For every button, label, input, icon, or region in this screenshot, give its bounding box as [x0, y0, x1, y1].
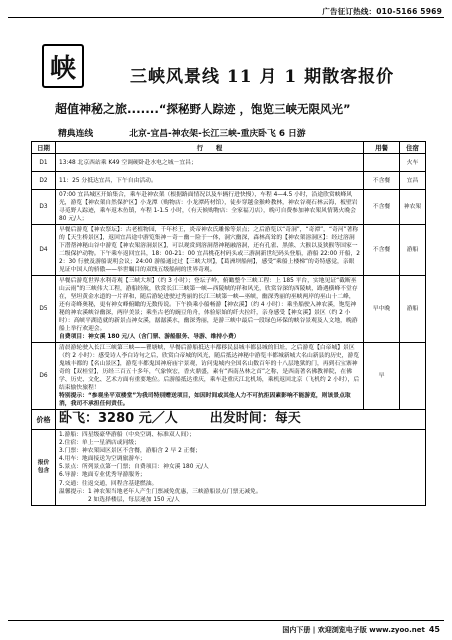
ad-hotline: 广告征订热线：010-5166 5969: [322, 7, 442, 16]
row-stay: [400, 343, 426, 410]
row-day: D4: [32, 225, 56, 276]
row-stay: 游船: [400, 276, 426, 343]
top-rule: [8, 17, 444, 18]
table-row: [32, 343, 426, 410]
price-row: [32, 410, 426, 430]
route-text: 北京-宜昌-神农架-长江三峡-重庆卧飞 6 日游: [129, 129, 306, 139]
list-item: 3.门票：神农架园区景区不含餐，游船含 2 早 2 正餐；: [59, 448, 202, 455]
price-label: 价格: [32, 410, 56, 430]
departure-time: 出发时间：每天: [209, 410, 301, 426]
list-item: 6.导游：地面专业优秀导游服务；: [59, 472, 146, 479]
row-meal: 早中晚: [364, 276, 400, 343]
row-day: D5: [32, 276, 56, 343]
footer: [282, 625, 440, 635]
table-header-row: [32, 142, 426, 154]
row-text: 早餐后游览世界水利奇观【三峡大坝】（约 3 小时）；登坛子岭，俯瞰整个三峡工程：上 185 平台，实地见证“截断巫山云雨”的三峡伟大工程，游船经航，欣赏长江三峡第一峡—西陵峡的祥和风光，欣赏谷深的西陵峡，路遇横峰不堂存在，坚坦黄金水道的一片祥和，随后游轮进驶过秀丽的长江三峡第一峡—巫峡，幽深秀丽的巫峡两岸的巫山十二峰，还有奇峰奥秘，更有神女峰俯瞰的无数传说。下午换乘小船畅游【神农溪】（约 4 小时）：乘坐船驶入神农溪，饱览神秘的神农溪峡谷幽深，两岸美景；乘坐古老的豌豆角舟，体验原始的纤夫拉纤，亲身感受【神女溪】景区（约 2 小时）：高峡平湖造就的新景点神女溪，潺潺溪水，幽深秀丽，是游三峡中最后一段绿色环保的峡谷景观及人文地，晚游船上举行欢迎会。: [59, 278, 358, 332]
row-meal: 不含餐: [364, 172, 400, 190]
price-value: 卧飞：3280 元／人: [59, 410, 178, 426]
list-item: 2 如选择楼层，每层递加 150 元/人: [59, 496, 180, 503]
list-item: 7.交通：往返交通，回程含基建燃油。: [59, 480, 158, 487]
package-row: [32, 430, 426, 506]
table-row: [32, 190, 426, 225]
page-title: 三峡风景线 11 月 1 期散客报价: [130, 67, 395, 87]
row-text: 早餐后游览【神农祭坛】：古老植物园，千年杉王，炎帝神农氏雕像等景点；之后游览以“奇洞”，“奇潭”，“奇河”著称的【天生桥景区】，返回宜昌途中游览集神－奇－幽－险于一体，洞穴幽深，森林高耸的【神农架溶洞区】：经过溶洞下潜帮神秘山谷中游览【神农架溶洞景区】，可以观赏到溶洞帮神秘融溶洞，还有孔雀、黑熊、大猴以及狭猴等国家一二级保护动物。下午乘车返回宜昌，18：00-21：00 宜昌桃花村码头或三游洞新世纪码头登船，游船 22:00 开船，22：30 行驶及游船说明会议；24:00 游船通过过【三峡大坝】，【葛洲坝船闸】，感受“乘船上楼梯”的奇特感觉，亲眼见证中国人的骄傲——举世瞩目的双线五级船闸的世界奇观。: [56, 225, 364, 276]
footer-text: 国内下册 | 欢迎浏览电子版 www.zyoo.net: [282, 626, 425, 634]
row-note: 特别提示：“参观坐平双楼堂”为我司特别赠送项目，如因时间或其他人力不可抗拒因素影响不能游览，则该景点取消，我司不承担任何责任。: [59, 393, 351, 407]
slogan-part2: “探秘野人踪迹 ，饱览三峡无限风光”: [158, 102, 351, 116]
row-cell: [56, 276, 364, 343]
row-day: D3: [32, 190, 56, 225]
route-line: [58, 126, 432, 139]
row-text: 07:00 宜昌城区开始集合，乘车赴神农架（根据路面情况以及车辆行进快慢），车程 4—4.5 小时，沿途欣赏峡峰风光，游览【神农架自然保护区】小龙潭（购物店：小龙潭药材馆），徒步穿越金猴岭教林，神农谷观石林云海，板壁岩寻觅野人踪迹，乘车返木鱼镇，车程 1-1.5 小时，（有天候购物店：全家福刀店），晚可自费参加神农架风情篝火晚会 80 元/人；: [56, 190, 364, 225]
list-item: 2.住宿：单上一星酒店或同级；: [59, 440, 140, 447]
list-item: 4.用车：地面接送为空调旅游车；: [59, 456, 146, 463]
row-cell: [56, 343, 364, 410]
row-stay: 火车: [400, 154, 426, 172]
slogan: [55, 100, 351, 117]
row-text: 11：25 分抵达宜昌，下午自由活动。: [56, 172, 364, 190]
row-meal: 早: [364, 343, 400, 410]
itinerary-table: [31, 141, 426, 506]
bottom-rule: [8, 620, 444, 621]
row-day: D6: [32, 343, 56, 410]
row-text: 13:48 北京西站乘 K49 空调硬卧赴水电之城－宜昌；: [56, 154, 364, 172]
row-day: D1: [32, 154, 56, 172]
gorge-logo-icon: 峡: [42, 44, 84, 88]
list-item: 1.游船：四星级豪华游船（中央空调、标准双人间）；: [59, 432, 195, 438]
header-meal: 用餐: [364, 142, 400, 154]
table-row: [32, 172, 426, 190]
table-row: [32, 225, 426, 276]
row-stay: 游船: [400, 225, 426, 276]
list-item: 温馨提示：1 神农架当地老年人产生门票减免优惠，三峡游船景点门票无减免。: [59, 488, 262, 495]
table-row: [32, 276, 426, 343]
price-cell: [56, 410, 426, 430]
row-stay: 宜昌: [400, 172, 426, 190]
list-item: 5.景点：所列景点第一门票；自费项目：神女溪 180 元/人: [59, 464, 209, 471]
package-label: 报价包含: [32, 430, 56, 506]
package-list: [56, 430, 426, 506]
row-note: 自费项目：神女溪 180 元/人（含门票、游船服务、导游、维持小费）: [59, 334, 240, 340]
row-stay: 神农架: [400, 190, 426, 225]
header: [42, 44, 422, 92]
header-itinerary: 行 程: [56, 142, 364, 154]
page-number: 45: [428, 625, 440, 634]
header-day: 日期: [32, 142, 56, 154]
row-meal: 不含餐: [364, 225, 400, 276]
row-meal: [364, 154, 400, 172]
header-stay: 住宿: [400, 142, 426, 154]
slogan-part1: 超值神秘之旅.......: [55, 102, 159, 116]
row-meal: 不含餐: [364, 190, 400, 225]
table-row: [32, 154, 426, 172]
row-day: D2: [32, 172, 56, 190]
route-label: 精典连线: [58, 129, 94, 139]
row-text: 清晨游轮驶入长江三峡第三峡——瞿塘峡，早餐后游船抵达丰都移民县城丰都县城的旧址，之后游览【白帝城】景区（约 2 小时）：感受诗人李白诗句之后，欣赏白帝城的风光，随后抵达神秘中游览丰都城新城大名山新县的历史，游览鬼城丰都的【名山景区】，游览丰都鬼国神府庙宇景观，访问鬼城内全国名山数百年的十八层地狱的门，再到石宝寨神奇的【双桂堂】，历经三百五十多年，气象恢宏，香火鼎盛，素有“西南丛林之首”之称，是西南著名佛教禅院，在佛学、历史、文化、艺术方面有重要地位。后游船抵达重庆，乘车赴重庆江北机场，乘机返回北京（飞机约 2 小时），后结束愉快旅程！: [59, 345, 360, 391]
